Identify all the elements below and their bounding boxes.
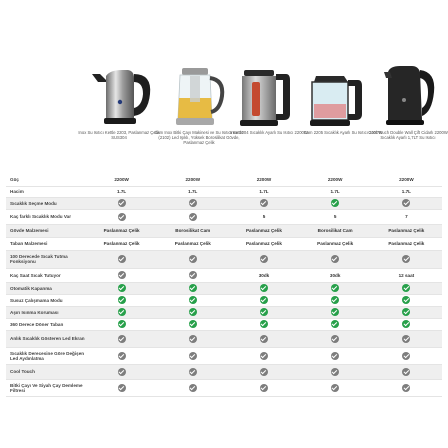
table-cell [371,209,442,224]
table-row [6,250,442,268]
check-green-icon [189,284,197,292]
row-label: Gövde Malzemesi [6,224,86,237]
tea-maker-glass-icon [168,64,232,128]
table-cell [300,379,371,396]
table-cell [371,282,442,294]
table-cell [157,379,228,396]
check-green-icon [331,284,339,292]
table-cell [300,186,371,197]
table-cell [300,330,371,347]
row-label: 100 Derecede Sıcak Tutma Fonksiyonu [6,250,86,268]
table-cell [157,347,228,364]
check-gray-icon [402,368,410,376]
table-cell [228,186,299,197]
check-gray-icon [331,255,339,263]
cell-value: 1.7L [188,189,198,194]
check-gray-icon [189,271,197,279]
table-cell [371,379,442,396]
table-cell [157,294,228,306]
cell-value: 5 [262,214,266,219]
table-cell [228,174,299,186]
table-cell [157,268,228,282]
table-cell [300,364,371,379]
table-cell [86,197,157,209]
table-cell [86,174,157,186]
table-cell [157,364,228,379]
cell-value: 30dk [258,272,270,278]
cell-value: 12 saat [398,272,415,278]
table-cell [86,330,157,347]
check-gray-icon [260,384,268,392]
table-cell [228,209,299,224]
table-cell [300,250,371,268]
cell-value: 7 [405,214,408,219]
check-green-icon [402,284,410,292]
table-cell [228,364,299,379]
check-gray-icon [118,368,126,376]
table-cell [371,174,442,186]
check-gray-icon [118,199,126,207]
table-cell [86,224,157,237]
check-green-icon [402,308,410,316]
check-green-icon [260,284,268,292]
table-cell [86,306,157,318]
check-gray-icon [402,255,410,263]
product-caption-2: Cam Inox Bitki Çayı Makinesi ve Su Isıtıcı Kettle (2102) Led Işıklı, Yüksek Borosilikat Gövde, Paslanmaz Çelik [154,130,244,145]
product-caption-3: Inox 2204 Sıcaklık Ayarlı Su Isıtıcı 2200W [230,130,308,135]
check-gray-icon [402,384,410,392]
check-gray-icon [189,213,197,221]
cell-value: 2200W [256,177,272,183]
cell-value: Paslanmaz Çelik [317,241,354,246]
table-cell [371,224,442,237]
cell-value: 2200W [327,177,343,183]
check-gray-icon [260,335,268,343]
check-green-icon [331,308,339,316]
row-label: Hacim [6,186,86,197]
check-green-icon [118,296,126,304]
table-cell [228,379,299,396]
table-cell [371,306,442,318]
cell-value: Paslanmaz Çelik [174,241,211,246]
row-label: Sıcaklık Seçme Modu [6,197,86,209]
row-label: Kaç farklı Sıcaklık Modu Var [6,209,86,224]
row-label: Kaç Saat Sıcak Tutuyor [6,268,86,282]
check-green-icon [118,308,126,316]
product-images [0,0,448,160]
check-gray-icon [118,271,126,279]
cell-value: Paslanmaz Çelik [103,228,140,233]
row-label: Güç [6,174,86,186]
table-cell [228,318,299,330]
table-cell [228,330,299,347]
table-row [6,347,442,364]
table-cell [228,282,299,294]
table-cell [86,186,157,197]
table-row [6,318,442,330]
table-cell [228,250,299,268]
table-cell [300,209,371,224]
table-row [6,174,442,186]
table-cell [300,268,371,282]
table-cell [300,294,371,306]
table-cell [228,294,299,306]
product-caption-1: Inox Su Isıtıcı Kettle 2203, Paslanmaz Çelik SUS304 [78,130,160,140]
cell-value: 2200W [399,177,414,183]
table-cell [157,186,228,197]
check-gray-icon [189,368,197,376]
cell-value: Paslanmaz Çelik [388,228,425,233]
kettle-glass-icon [308,68,364,128]
check-gray-icon [331,335,339,343]
product-caption-5: Cool Touch Double Wall Çift Cidarlı 2200W Sıcaklık Ayarlı 1,7LT Su Isıtıcı [368,130,448,140]
table-cell [86,294,157,306]
cell-value: Paslanmaz Çelik [388,241,425,246]
check-green-icon [118,320,126,328]
check-green-icon [331,199,339,207]
check-gray-icon [402,199,410,207]
check-gray-icon [260,352,268,360]
table-cell [300,347,371,364]
check-green-icon [331,320,339,328]
table-cell [86,209,157,224]
check-green-icon [402,320,410,328]
table-cell [371,186,442,197]
check-gray-icon [118,352,126,360]
row-label: Cool Touch [6,364,86,379]
check-gray-icon [331,368,339,376]
table-cell [157,250,228,268]
table-cell [300,306,371,318]
table-cell [86,364,157,379]
check-gray-icon [189,255,197,263]
table-cell [371,294,442,306]
product-caption-4: Cam 2205 Sıcaklık Ayarlı Su Isıtıcı 2200W [303,130,383,135]
table-cell [300,224,371,237]
cell-value: 2200W [114,177,129,183]
check-green-icon [118,284,126,292]
row-label: Aşırı Isınma Koruması [6,306,86,318]
table-cell [371,237,442,250]
table-cell [228,306,299,318]
row-label: Susuz Çalışmama Modu [6,294,86,306]
table-row [6,282,442,294]
table-row [6,224,442,237]
table-cell [157,306,228,318]
table-cell [371,318,442,330]
table-cell [157,224,228,237]
table-cell [371,268,442,282]
table-cell [371,250,442,268]
check-gray-icon [118,335,126,343]
table-row [6,209,442,224]
table-cell [157,237,228,250]
table-cell [300,237,371,250]
table-cell [300,197,371,209]
row-label: Anlık Sıcaklık Gösteren Led Ekran [6,330,86,347]
table-cell [228,197,299,209]
check-green-icon [189,296,197,304]
row-label: Sıcaklık Derecesine Göre Değişen Led Aydınlatma [6,347,86,364]
cell-value: 30dk [329,272,341,278]
table-row [6,306,442,318]
check-green-icon [189,320,197,328]
table-row [6,197,442,209]
check-gray-icon [118,213,126,221]
cell-value: 5 [333,214,337,219]
table-cell [86,379,157,396]
cell-value: Paslanmaz Çelik [245,241,282,246]
table-cell [300,174,371,186]
cell-value: 1.7L [401,189,411,194]
table-row [6,364,442,379]
table-cell [157,282,228,294]
comparison-table [6,174,442,397]
check-green-icon [189,308,197,316]
check-green-icon [331,296,339,304]
check-green-icon [260,296,268,304]
check-gray-icon [402,335,410,343]
kettle-steel-icon [88,62,160,128]
table-cell [371,347,442,364]
check-gray-icon [189,199,197,207]
check-gray-icon [260,199,268,207]
table-cell [86,318,157,330]
table-cell [157,209,228,224]
table-cell [228,347,299,364]
table-row [6,330,442,347]
check-gray-icon [331,352,339,360]
cell-value: 1.7L [330,189,340,194]
kettle-black-icon [382,60,438,128]
table-cell [300,318,371,330]
check-gray-icon [260,368,268,376]
check-gray-icon [189,335,197,343]
table-cell [228,224,299,237]
kettle-steel-display-icon [236,64,292,128]
cell-value: Paslanmaz Çelik [245,228,282,233]
table-cell [157,174,228,186]
check-green-icon [260,320,268,328]
table-cell [86,282,157,294]
cell-value: 2200W [185,177,201,183]
cell-value: 1.7L [259,189,269,194]
check-green-icon [260,308,268,316]
table-row [6,379,442,396]
table-row [6,294,442,306]
table-cell [157,197,228,209]
row-label: Taban Malzemesi [6,237,86,250]
table-cell [228,237,299,250]
table-cell [228,268,299,282]
table-row [6,268,442,282]
check-gray-icon [331,384,339,392]
row-label: Otomatik Kapanma [6,282,86,294]
cell-value: Borosilikat Cam [175,228,211,233]
check-green-icon [402,296,410,304]
table-row [6,186,442,197]
table-cell [371,364,442,379]
check-gray-icon [402,352,410,360]
table-cell [300,282,371,294]
table-cell [86,347,157,364]
cell-value: 1.7L [116,189,127,194]
table-cell [371,197,442,209]
table-cell [86,250,157,268]
row-label: 360 Derece Döner Taban [6,318,86,330]
row-label: Bitki Çayı Ve Siyah Çay Demleme Filtresi [6,379,86,396]
table-cell [86,268,157,282]
check-gray-icon [260,255,268,263]
check-gray-icon [189,384,197,392]
table-cell [371,330,442,347]
check-gray-icon [189,352,197,360]
check-gray-icon [118,384,126,392]
table-cell [86,237,157,250]
table-cell [157,330,228,347]
cell-value: Paslanmaz Çelik [103,241,140,246]
check-gray-icon [118,255,126,263]
table-row [6,237,442,250]
cell-value: Borosilikat Cam [317,228,353,233]
table-cell [157,318,228,330]
